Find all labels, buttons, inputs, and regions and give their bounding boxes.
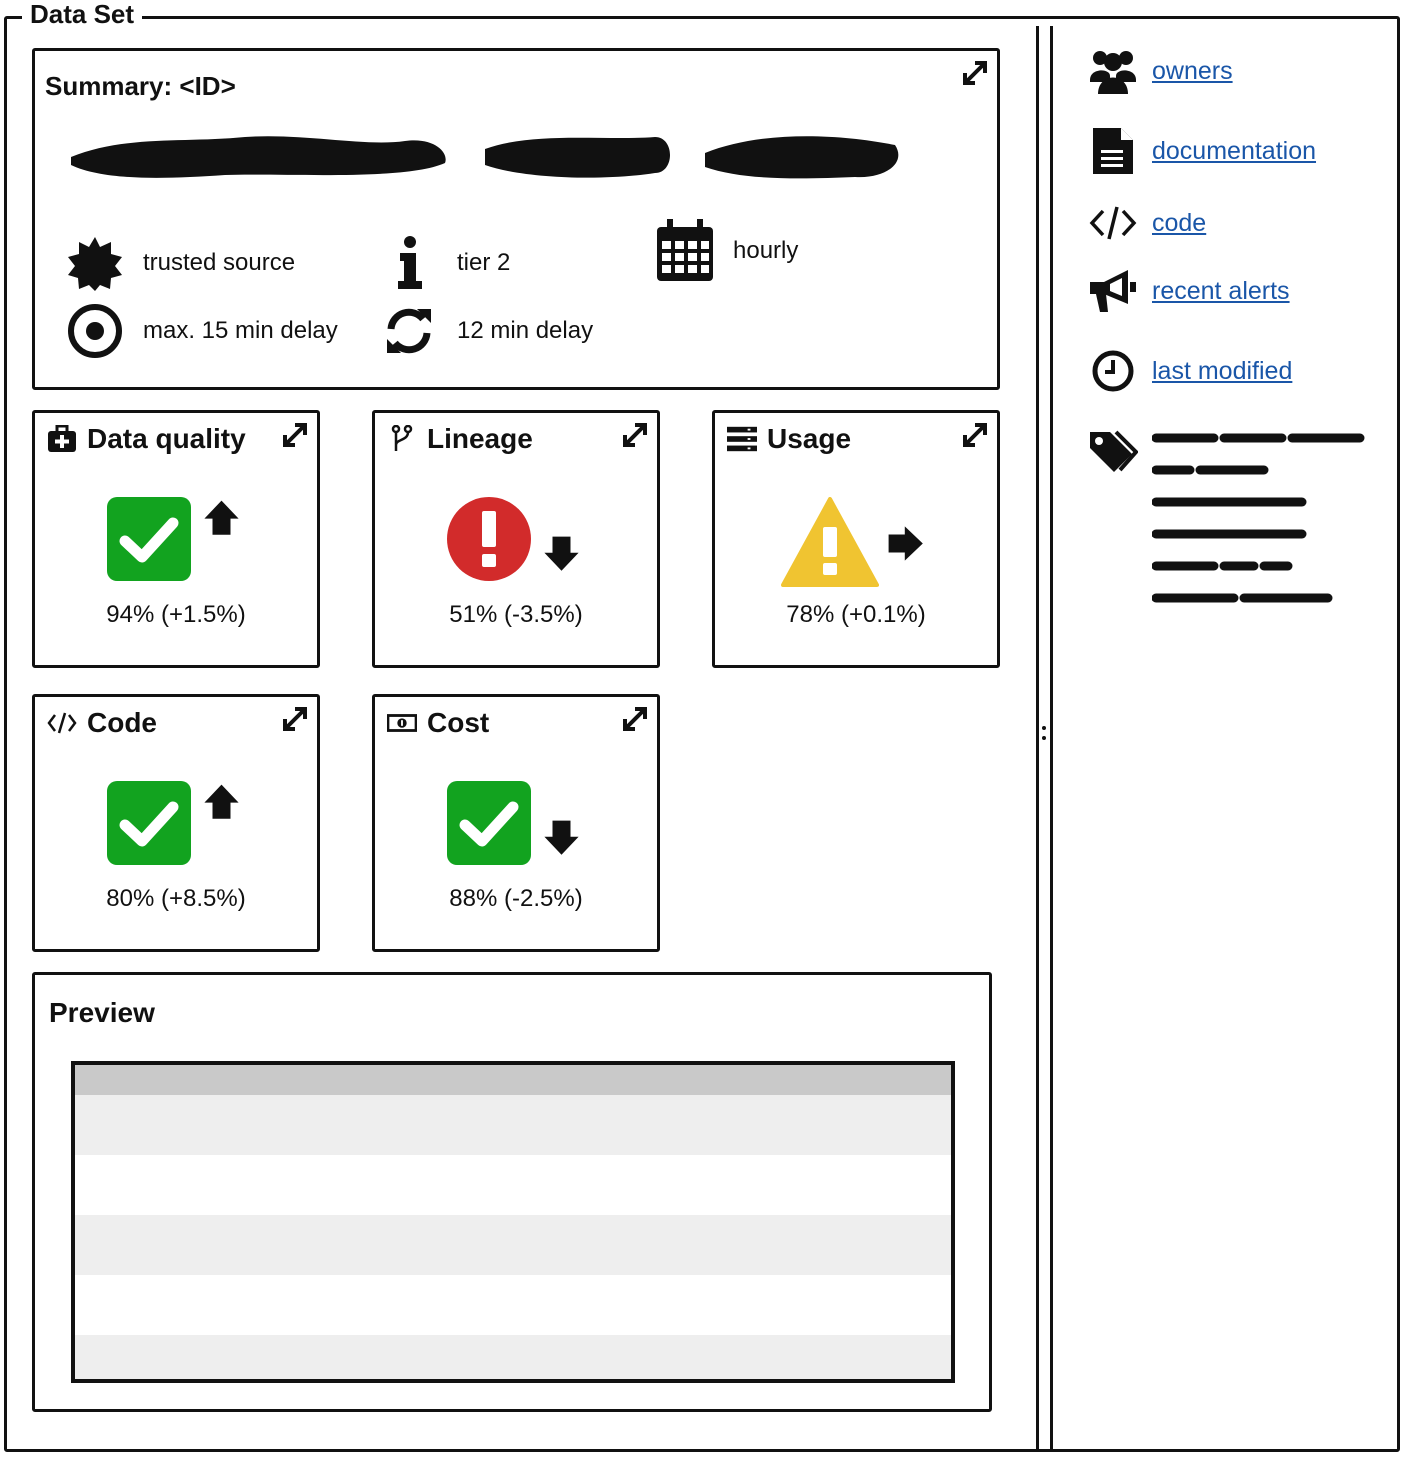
calendar-icon: [655, 219, 715, 283]
side-link[interactable]: recent alerts: [1152, 276, 1290, 305]
check-icon: [447, 781, 531, 865]
summary-title: Summary: <ID>: [45, 71, 236, 101]
meta-text: trusted source: [143, 249, 296, 276]
table-header-row: [75, 1065, 951, 1095]
side-item-owners[interactable]: [1088, 46, 1233, 96]
preview-table[interactable]: [71, 1061, 955, 1383]
expand-icon[interactable]: [281, 705, 309, 733]
preview-title: Preview: [49, 997, 155, 1028]
table-row: [75, 1335, 951, 1383]
metric-value: 78% (+0.1%): [786, 601, 926, 628]
code-icon: [1088, 198, 1138, 248]
branch-icon: [387, 424, 417, 454]
users-icon: [1088, 46, 1138, 96]
meta-text: 12 min delay: [457, 317, 594, 344]
redacted-tags: [1152, 428, 1366, 608]
side-item-recent-alerts[interactable]: [1088, 266, 1290, 316]
metric-card-usage: [712, 410, 1000, 668]
warning-icon: [781, 497, 879, 587]
side-link[interactable]: owners: [1152, 56, 1233, 85]
metric-title-text: Lineage: [427, 423, 533, 454]
metric-card-cost: [372, 694, 660, 952]
megaphone-icon: [1088, 266, 1138, 316]
metric-status: [375, 497, 657, 581]
side-item-code[interactable]: [1088, 198, 1206, 248]
metric-status: [35, 781, 317, 865]
metric-card-data-quality: [32, 410, 320, 668]
money-icon: [387, 708, 417, 738]
metric-status: [715, 497, 997, 587]
meta-max-delay: [65, 301, 338, 361]
splitter-handle[interactable]: [1041, 720, 1047, 756]
expand-icon[interactable]: [281, 421, 309, 449]
info-icon: [379, 233, 439, 293]
arrow-up-icon: [199, 781, 245, 827]
refresh-icon: [379, 301, 439, 361]
side-item-documentation[interactable]: [1088, 126, 1316, 176]
splitter-line: [1050, 26, 1053, 1450]
metric-title-text: Code: [87, 707, 157, 738]
arrow-down-icon: [539, 817, 585, 863]
preview-card: [32, 972, 992, 1412]
metric-value: 94% (+1.5%): [106, 601, 246, 628]
metric-card-lineage: [372, 410, 660, 668]
error-icon: [447, 497, 531, 581]
arrow-down-icon: [539, 533, 585, 579]
metric-card-code: [32, 694, 320, 952]
code-icon: [47, 708, 77, 738]
metric-title-text: Cost: [427, 707, 490, 738]
meta-text: max. 15 min delay: [143, 317, 338, 344]
check-icon: [107, 497, 191, 581]
target-icon: [65, 301, 125, 361]
medkit-icon: [47, 424, 77, 454]
metric-title: [47, 423, 246, 455]
metric-status: [35, 497, 317, 581]
side-item-last-modified[interactable]: [1088, 346, 1292, 396]
document-icon: [1088, 126, 1138, 176]
meta-text: tier 2: [457, 249, 511, 276]
metric-title: [387, 423, 533, 455]
metric-title-text: Data quality: [87, 423, 246, 454]
side-link[interactable]: code: [1152, 208, 1207, 237]
table-row: [75, 1275, 951, 1335]
meta-tier: [379, 233, 510, 293]
server-icon: [727, 424, 757, 454]
meta-schedule: [655, 219, 798, 283]
expand-icon[interactable]: [621, 705, 649, 733]
tag-icon: [1088, 428, 1138, 478]
splitter-line: [1036, 26, 1039, 1450]
metric-value: 51% (-3.5%): [449, 601, 583, 628]
metric-title: [727, 423, 851, 455]
redacted-description: [65, 123, 905, 189]
meta-text: hourly: [733, 237, 799, 264]
metric-title: [47, 707, 157, 739]
metric-value: 80% (+8.5%): [106, 885, 246, 912]
meta-current-delay: [379, 301, 593, 361]
badge-icon: [65, 233, 125, 293]
metric-status: [375, 781, 657, 865]
table-row: [75, 1215, 951, 1275]
expand-icon[interactable]: [961, 421, 989, 449]
check-icon: [107, 781, 191, 865]
metric-title-text: Usage: [767, 423, 852, 454]
table-row: [75, 1095, 951, 1155]
table-row: [75, 1155, 951, 1215]
metric-value: 88% (-2.5%): [449, 885, 583, 912]
frame-title: Data Set: [22, 0, 142, 28]
meta-trusted-source: [65, 233, 295, 293]
side-link[interactable]: documentation: [1152, 136, 1317, 165]
clock-icon: [1088, 346, 1138, 396]
expand-icon[interactable]: [621, 421, 649, 449]
arrow-right-icon: [885, 521, 931, 567]
summary-card: [32, 48, 1000, 390]
metric-title: [387, 707, 489, 739]
arrow-up-icon: [199, 497, 245, 543]
expand-icon[interactable]: [961, 59, 989, 87]
side-link[interactable]: last modified: [1152, 356, 1293, 385]
side-item-tags: [1088, 428, 1152, 478]
